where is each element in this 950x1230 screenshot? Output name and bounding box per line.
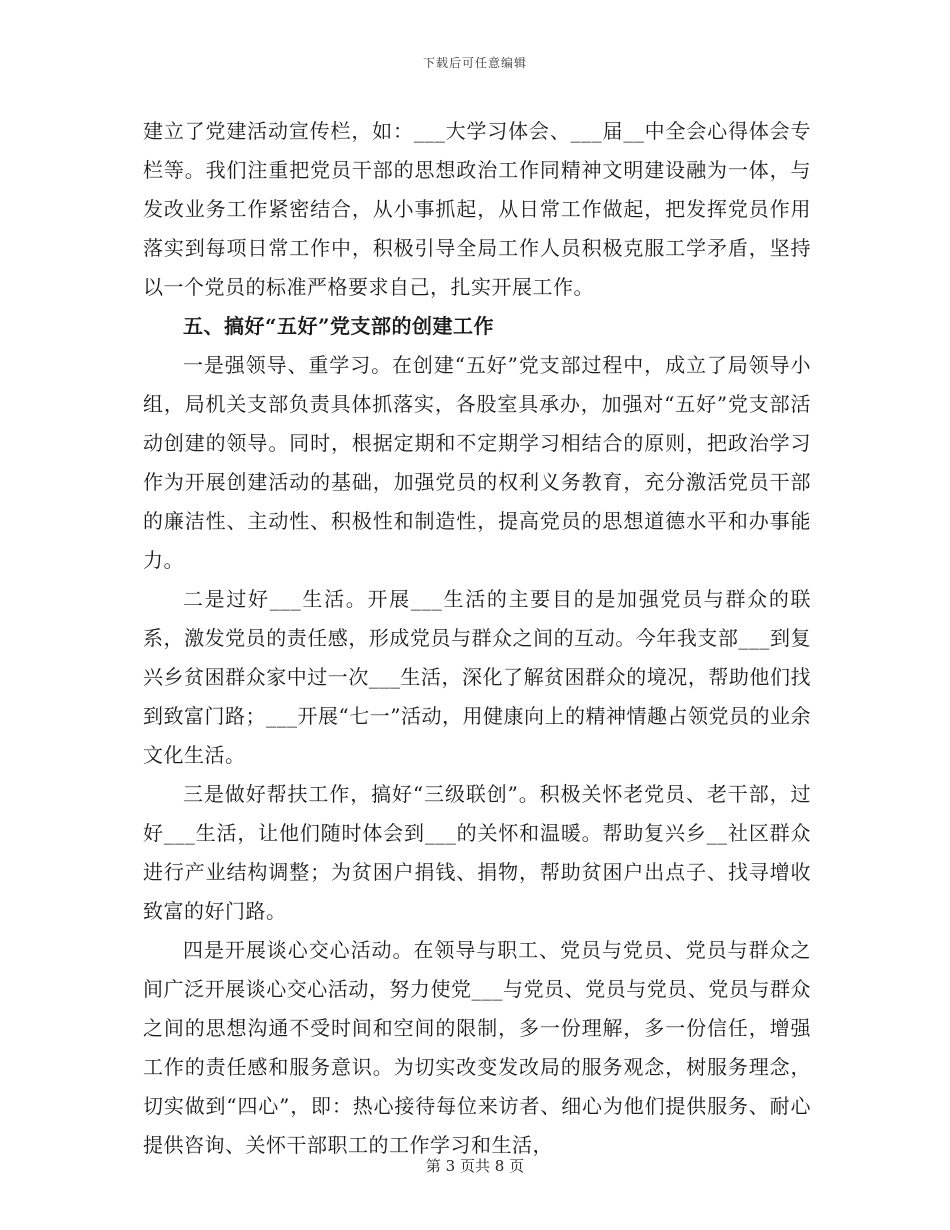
- paragraph: 三是做好帮扶工作，搞好“三级联创”。积极关怀老党员、老干部，过好___生活，让他们随时体会到___的关怀和温暖。帮助复兴乡__社区群众进行产业结构调整；为贫困户捐钱、捐物，帮助贫困户出点子、找寻增收致富的好门路。: [143, 782, 811, 923]
- paragraph: 二是过好___生活。开展___生活的主要目的是加强党员与群众的联系，激发党员的责任感，形成党员与群众之间的互动。今年我支部___到复兴乡贫困群众家中过一次___生活，深化了解贫困群众的境况，帮助他们找到致富门路；___开展“七一”活动，用健康向上的精神情趣占领党员的业余文化生活。: [143, 587, 811, 767]
- document-body: [143, 112, 811, 1165]
- paragraph: 一是强领导、重学习。在创建“五好”党支部过程中，成立了局领导小组，局机关支部负责具体抓落实，各股室具承办，加强对“五好”党支部活动创建的领导。同时，根据定期和不定期学习相结合的原则，把政治学习作为开展创建活动的基础，加强党员的权利义务教育，充分激活党员干部的廉洁性、主动性、积极性和制造性，提高党员的思想道德水平和办事能力。: [143, 353, 811, 572]
- section-heading: 五、搞好“五好”党支部的创建工作: [183, 314, 495, 338]
- page-header-note: 下载后可任意编辑: [422, 56, 527, 70]
- paragraph: 四是开展谈心交心活动。在领导与职工、党员与党员、党员与群众之间广泛开展谈心交心活动，努力使党___与党员、党员与党员、党员与群众之间的思想沟通不受时间和空间的限制，多一份理解，多一份信任，增强工作的责任感和服务意识。为切实改变发改局的服务观念，树服务理念，切实做到“四心”，即：热心接待每位来访者、细心为他们提供服务、耐心提供咨询、关怀干部职工的工作学习和生活，: [143, 938, 811, 1157]
- page-number-footer: 第 3 页共 8 页: [425, 1157, 525, 1175]
- paragraph-continuation: 建立了党建活动宣传栏，如：___大学习体会、___届__中全会心得体会专栏等。我们注重把党员干部的思想政治工作同精神文明建设融为一体，与发改业务工作紧密结合，从小事抓起，从日常工作做起，把发挥党员作用落实到每项日常工作中，积极引导全局工作人员积极克服工学矛盾，坚持以一个党员的标准严格要求自己，扎实开展工作。: [143, 119, 811, 299]
